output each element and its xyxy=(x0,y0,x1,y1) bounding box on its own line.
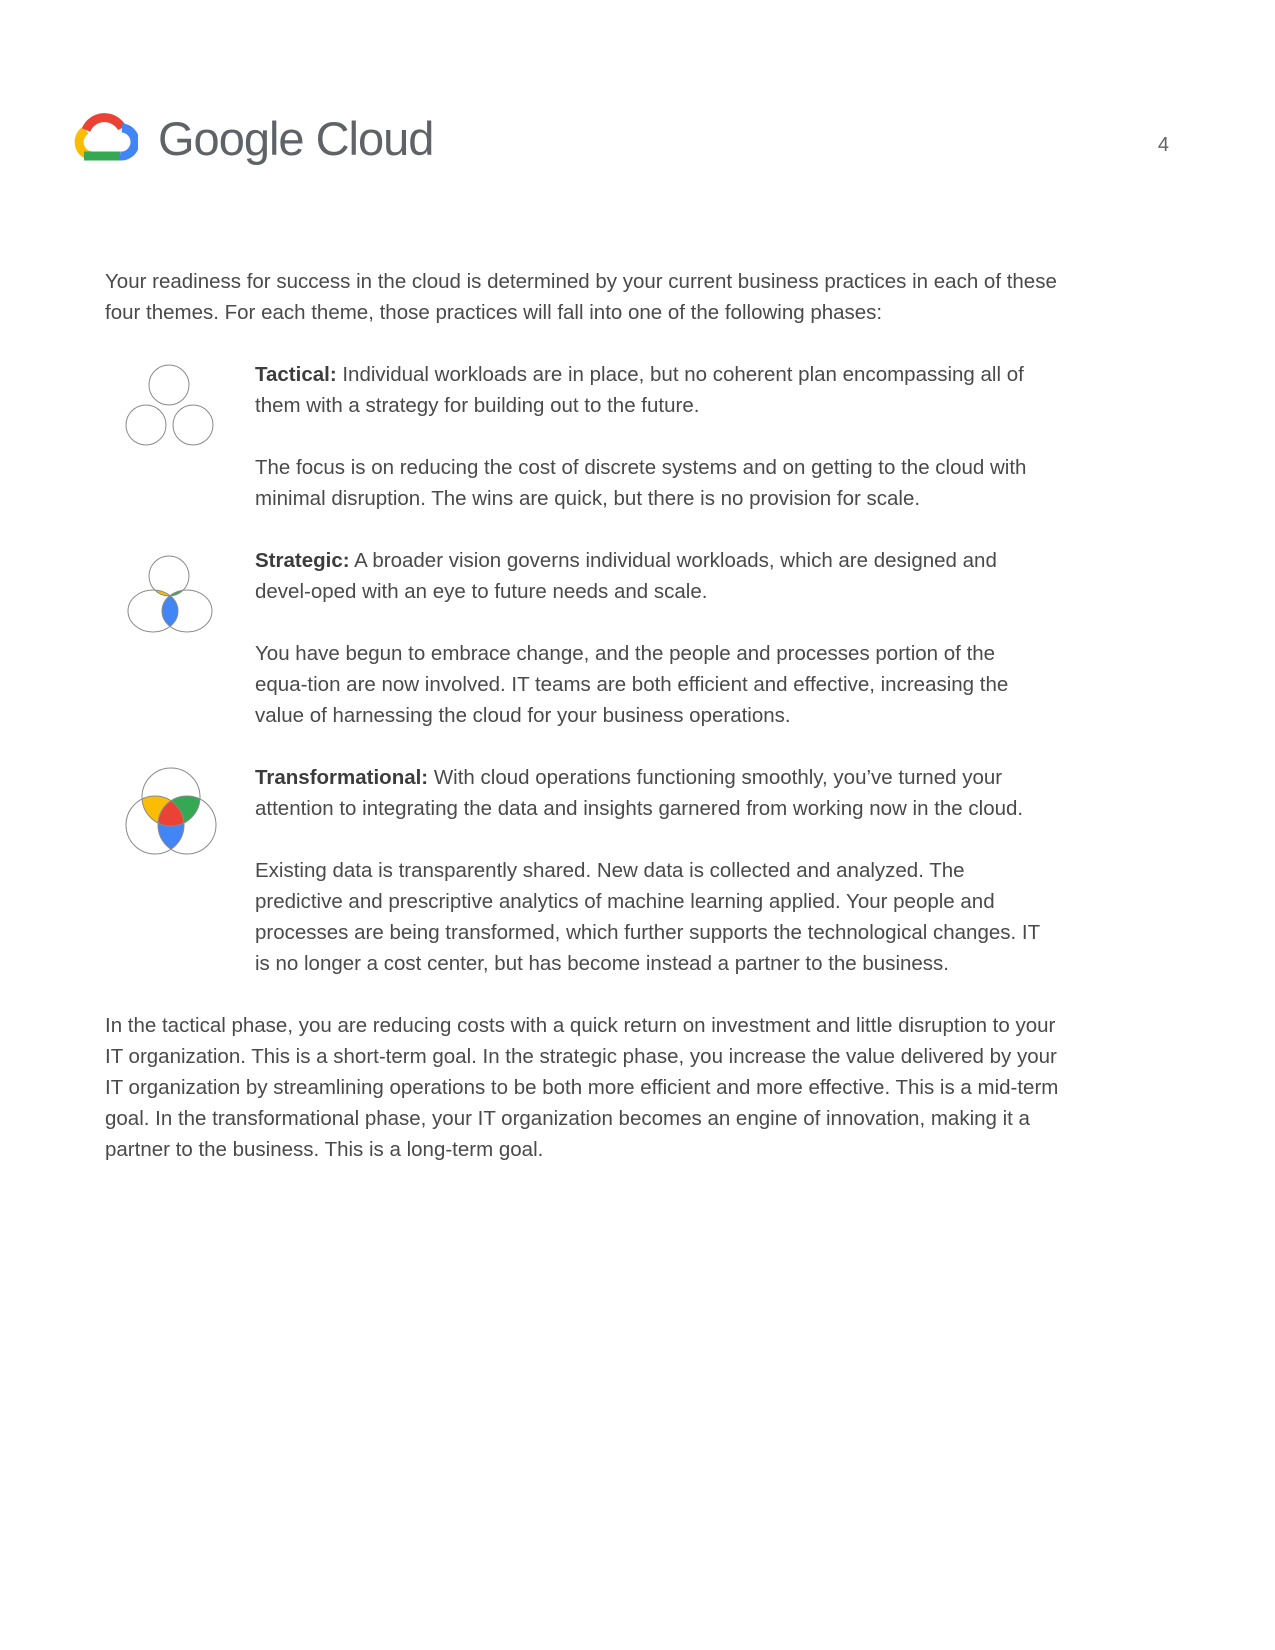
three-separate-circles-icon xyxy=(125,364,225,454)
phase-label-strategic: Strategic: xyxy=(255,549,350,572)
phase-icon-container xyxy=(105,545,255,731)
small-overlap-venn-icon xyxy=(125,550,225,640)
phase-detail: You have begun to embrace change, and the people and processes portion of the equa-tion are now involved. IT teams are both efficient and effective, increasing the value of harnessing the cloud for your business operations. xyxy=(255,642,1009,727)
header xyxy=(72,108,433,168)
page-number: 4 xyxy=(1157,134,1169,156)
phase-detail: Existing data is transparently shared. New data is collected and analyzed. The predictive and prescriptive analytics of machine learning applied. Your people and processes are being transformed, which further supports the technological changes. IT is no longer a cost center, but has become instead a partner to the business. xyxy=(255,859,1040,975)
large-overlap-venn-icon xyxy=(125,767,225,859)
phase-detail: The focus is on reducing the cost of discrete systems and on getting to the cloud with minimal disruption. The wins are quick, but there is no provision for scale. xyxy=(255,456,1027,510)
phase-transformational xyxy=(105,762,1075,979)
phase-label-transformational: Transformational: xyxy=(255,766,429,789)
phase-icon-container xyxy=(105,359,255,514)
phase-icon-container xyxy=(105,762,255,979)
phase-description xyxy=(255,762,1043,824)
phase-tactical xyxy=(105,359,1075,514)
google-cloud-logo-icon xyxy=(72,112,138,164)
phase-text xyxy=(255,762,1075,979)
intro-paragraph: Your readiness for success in the cloud is determined by your current business practices in each of these four themes. For each theme, those practices will fall into one of the following phases: xyxy=(105,270,1057,324)
phase-summary: A broader vision governs individual workloads, which are designed and devel-oped with an eye to future needs and scale. xyxy=(255,549,997,603)
phase-summary: With cloud operations functioning smoothly, you’ve turned your attention to integrating the data and insights garnered from working now in the cloud. xyxy=(255,766,1024,820)
phase-text xyxy=(255,359,1075,514)
document-body xyxy=(105,266,1075,1165)
phase-description xyxy=(255,359,1043,421)
phase-text xyxy=(255,545,1075,731)
brand-wordmark: Google Cloud xyxy=(158,111,434,165)
conclusion-paragraph: In the tactical phase, you are reducing costs with a quick return on investment and little disruption to your IT organization. This is a short-term goal. In the strategic phase, you increase the value delivered by your IT organization by streamlining operations to be both more efficient and more effective. This is a mid-term goal. In the transformational phase, your IT organization becomes an engine of innovation, making it a partner to the business. This is a long-term goal. xyxy=(105,1014,1059,1161)
phase-label-tactical: Tactical: xyxy=(255,363,337,386)
phase-summary: Individual workloads are in place, but no coherent plan encompassing all of them with a strategy for building out to the future. xyxy=(255,363,1024,417)
phase-description xyxy=(255,545,1043,607)
phase-strategic xyxy=(105,545,1075,731)
